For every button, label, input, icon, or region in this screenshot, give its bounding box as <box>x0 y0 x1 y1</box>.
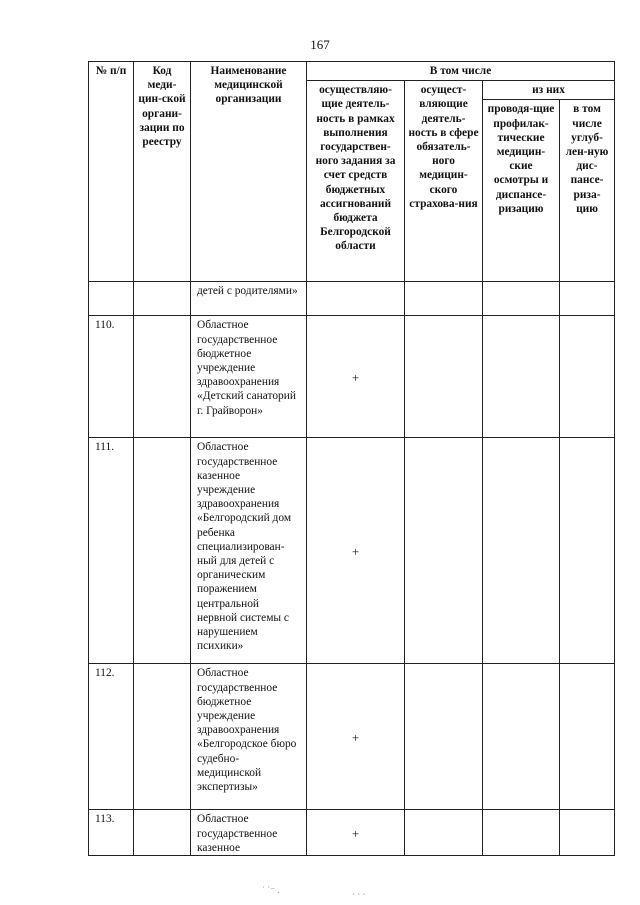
header-num: № п/п <box>89 62 134 282</box>
cell-code <box>134 316 191 438</box>
header-state-task: осуществляю-щие деятель-ность в рамках выполнения государствен-ного задания за счет средств бюджетных ассигнований бюджета Белгородской области <box>307 81 405 282</box>
cell-name: Областное государственное бюджетное учреждение здравоохранения «Детский санаторий г. Грайворон» <box>191 316 307 438</box>
cell-prevent <box>483 316 560 438</box>
cell-deep <box>560 438 615 664</box>
cell-state-task: + <box>307 438 405 664</box>
cell-state-task: + <box>307 810 405 856</box>
cell-oms <box>405 810 483 856</box>
header-name: Наименование медицинской организации <box>191 62 307 282</box>
cell-num: 110. <box>89 316 134 438</box>
scan-artifact: ˙ ˙⁻ . <box>262 885 280 895</box>
table-row <box>89 438 615 664</box>
cell-code <box>134 438 191 664</box>
cell-state-task: + <box>307 316 405 438</box>
cell-num: 111. <box>89 438 134 664</box>
cell-prevent <box>483 664 560 810</box>
cell-prevent <box>483 438 560 664</box>
scan-artifact: ˎ ˏ ˎ <box>352 885 366 895</box>
cell-name: Областное государственное бюджетное учреждение здравоохранения «Белгородское бюро судебно-медицинской экспертизы» <box>191 664 307 810</box>
table-row <box>89 316 615 438</box>
cell-code <box>134 810 191 856</box>
page-number: 167 <box>310 37 330 52</box>
table-row <box>89 664 615 810</box>
cell-oms <box>405 438 483 664</box>
cell-state-task <box>307 282 405 316</box>
cell-num: 113. <box>89 810 134 856</box>
cell-name: Областное государственное казенное учреждение здравоохранения «Белгородский дом ребенка специализирован-ный для детей с органическим поражением центральной нервной системы с нарушением психики» <box>191 438 307 664</box>
header-code: Код меди-цин-ской органи-зации по реестру <box>134 62 191 282</box>
cell-num <box>89 282 134 316</box>
cell-oms <box>405 316 483 438</box>
cell-deep <box>560 664 615 810</box>
cell-oms <box>405 282 483 316</box>
table-row <box>89 282 615 316</box>
cell-prevent <box>483 810 560 856</box>
cell-deep <box>560 810 615 856</box>
cell-code <box>134 282 191 316</box>
header-prevent: проводя-щие профилак-тические медицин-ские осмотры и диспансе-ризацию <box>483 100 560 282</box>
cell-state-task: + <box>307 664 405 810</box>
header-deep: в том числе углуб-лен-ную дис-пансе-риза-цию <box>560 100 615 282</box>
cell-oms <box>405 664 483 810</box>
cell-deep <box>560 282 615 316</box>
cell-name: детей с родителями» <box>191 282 307 316</box>
header-of-them: из них <box>483 81 615 100</box>
cell-deep <box>560 316 615 438</box>
table-row <box>89 810 615 856</box>
cell-code <box>134 664 191 810</box>
cell-name: Областное государственное казенное <box>191 810 307 856</box>
cell-prevent <box>483 282 560 316</box>
header-oms: осущест-вляющие деятель-ность в сфере обязатель-ного медицин-ского страхова-ния <box>405 81 483 282</box>
organizations-table <box>88 61 615 856</box>
header-including: В том числе <box>307 62 615 81</box>
cell-num: 112. <box>89 664 134 810</box>
